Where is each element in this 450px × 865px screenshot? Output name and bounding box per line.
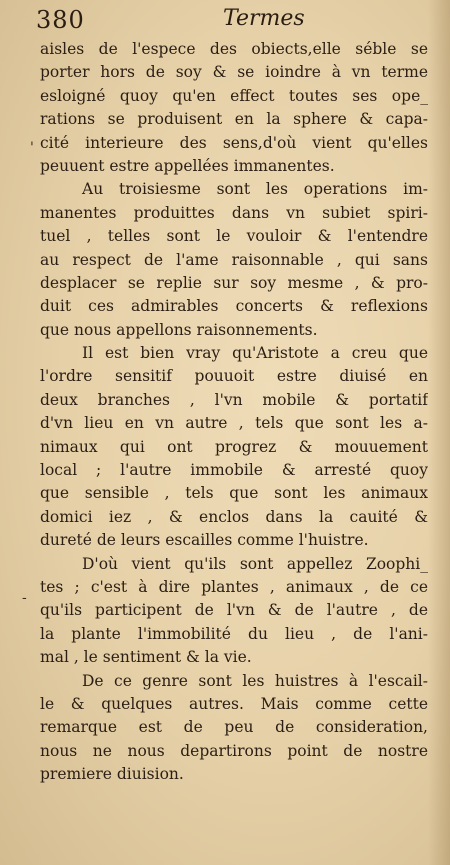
text-line: nimaux qui ont progrez & mouuement — [40, 437, 428, 456]
running-head — [30, 6, 430, 38]
running-title: Termes — [223, 6, 305, 31]
text-line: qu'ils participent de l'vn & de l'autre , de — [40, 601, 428, 620]
text-line: peuuent estre appellées immanentes. — [40, 156, 335, 175]
text-line: au respect de l'ame raisonnable , qui sans — [40, 250, 428, 269]
text-line: domici iez , & enclos dans la cauité & — [40, 507, 428, 526]
text-line: la plante l'immobilité du lieu , de l'ani- — [40, 624, 428, 643]
text-line: que nous appellons raisonnements. — [40, 320, 318, 339]
text-line: manentes produittes dans vn subiet spiri- — [40, 203, 428, 222]
text-line: cité interieure des sens,d'où vient qu'elles — [40, 133, 428, 152]
margin-mark: ' — [30, 140, 34, 156]
text-line: que sensible , tels que sont les animaux — [40, 484, 428, 503]
text-line: l'ordre sensitif pouuoit estre diuisé en — [40, 367, 428, 386]
paragraph-start-line: D'où vient qu'ils sont appellez Zoophi_ — [82, 554, 428, 573]
paragraph-start-line: Il est bien vray qu'Aristote a creu que — [82, 344, 428, 363]
text-line: local ; l'autre immobile & arresté quoy — [40, 461, 428, 480]
page-number: 380 — [36, 6, 85, 34]
margin-mark: - — [22, 590, 27, 606]
body-text — [40, 38, 428, 787]
text-line: nous ne nous departirons point de nostre — [40, 741, 428, 760]
text-line: mal , le sentiment & la vie. — [40, 648, 252, 667]
text-line: d'vn lieu en vn autre , tels que sont les a- — [40, 414, 428, 433]
text-line: esloigné quoy qu'en effect toutes ses ope_ — [40, 86, 428, 105]
paragraph-start-line: De ce genre sont les huistres à l'escail- — [82, 671, 428, 690]
text-line: deux branches , l'vn mobile & portatif — [40, 390, 428, 409]
page-gutter-shadow — [428, 0, 450, 865]
text-line: tes ; c'est à dire plantes , animaux , de ce — [40, 577, 428, 596]
text-line: le & quelques autres. Mais comme cette — [40, 694, 428, 713]
text-line: tuel , telles sont le vouloir & l'entendre — [40, 227, 428, 246]
text-line: aisles de l'espece des obiects,elle séble se — [40, 40, 428, 58]
text-line: duit ces admirables concerts & reflexions — [40, 297, 428, 316]
text-line: desplacer se replie sur soy mesme , & pro- — [40, 273, 428, 292]
text-line: rations se produisent en la sphere & capa- — [40, 110, 428, 129]
text-line: premiere diuision. — [40, 765, 184, 784]
text-line: remarque est de peu de consideration, — [40, 718, 428, 737]
paragraph-start-line: Au troisiesme sont les operations im- — [82, 180, 428, 199]
text-line: dureté de leurs escailles comme l'huistre. — [40, 531, 369, 550]
text-line: porter hors de soy & se ioindre à vn terme — [40, 63, 428, 82]
